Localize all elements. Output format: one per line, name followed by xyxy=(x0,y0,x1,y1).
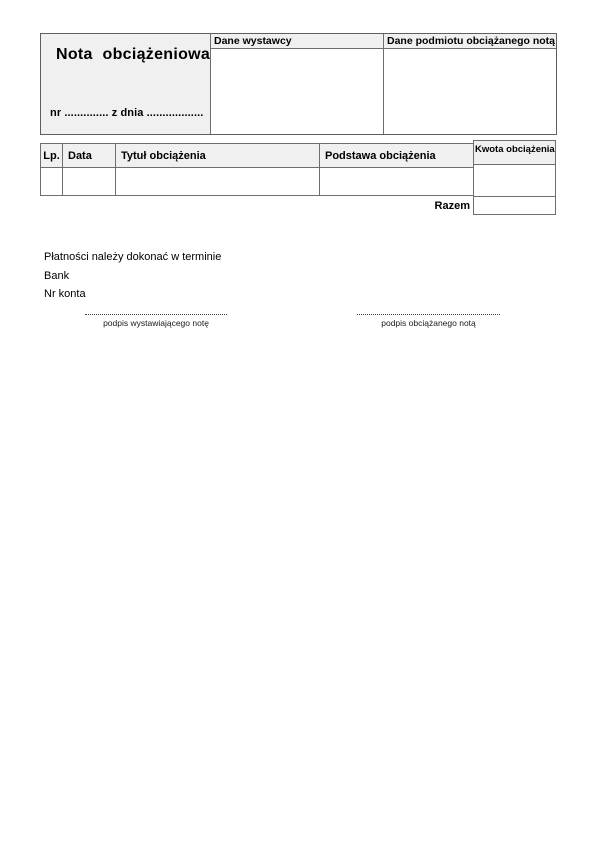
debtor-signature-line xyxy=(357,314,500,315)
items-table-row xyxy=(41,168,474,196)
cell-podstawa-obciazenia[interactable] xyxy=(320,168,474,196)
issuer-signature-caption: podpis wystawiającego notę xyxy=(103,318,209,328)
issuer-details-area[interactable] xyxy=(211,49,383,134)
col-header-tytul-obciazenia: Tytuł obciążenia xyxy=(116,144,320,168)
issuer-header-label: Dane wystawcy xyxy=(211,34,383,49)
debtor-details-area[interactable] xyxy=(384,49,556,134)
issuer-section xyxy=(211,34,384,134)
document-title: Nota obciążeniowa xyxy=(56,46,211,63)
cell-lp[interactable] xyxy=(41,168,63,196)
total-label: Razem xyxy=(434,200,470,212)
account-number-label: Nr konta xyxy=(44,288,86,300)
items-table-header-row xyxy=(41,144,474,168)
document-header-section xyxy=(40,33,557,135)
debtor-signature-caption: podpis obciążanego notą xyxy=(381,318,476,328)
total-amount-box[interactable] xyxy=(473,196,556,215)
debtor-section xyxy=(384,34,556,134)
issuer-signature-block xyxy=(85,314,227,328)
issuer-signature-line xyxy=(85,314,227,315)
items-table xyxy=(40,143,474,196)
col-header-podstawa-obciazenia: Podstawa obciążenia xyxy=(320,144,474,168)
document-number-line: nr .............. z dnia .................. xyxy=(50,107,204,119)
cell-tytul-obciazenia[interactable] xyxy=(116,168,320,196)
debtor-signature-block xyxy=(357,314,500,328)
bank-label: Bank xyxy=(44,270,70,282)
cell-kwota-obciazenia[interactable] xyxy=(473,164,556,197)
col-header-lp: Lp. xyxy=(41,144,63,168)
debtor-header-label: Dane podmiotu obciążanego notą xyxy=(384,34,556,49)
amount-column xyxy=(473,140,556,215)
title-cell xyxy=(41,34,211,134)
payment-terms-label: Płatności należy dokonać w terminie xyxy=(44,251,222,263)
col-header-kwota-obciazenia: Kwota obciążenia xyxy=(473,140,556,165)
col-header-data: Data xyxy=(63,144,116,168)
cell-data[interactable] xyxy=(63,168,116,196)
